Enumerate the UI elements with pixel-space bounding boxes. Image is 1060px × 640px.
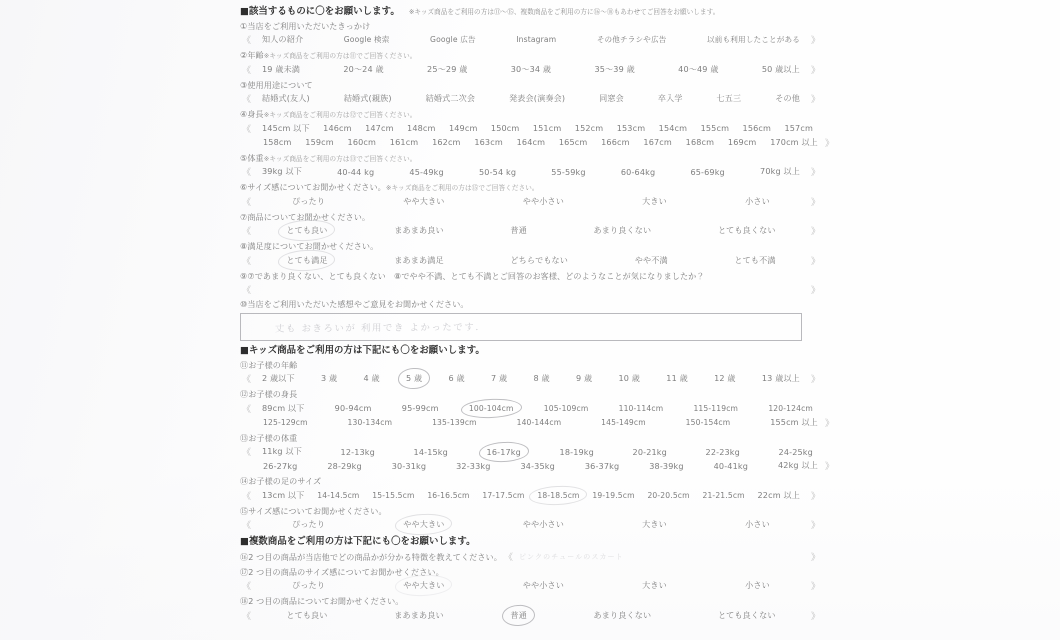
option-row bbox=[240, 401, 822, 415]
option[interactable]: 22-23kg bbox=[705, 446, 740, 457]
question-number: ⑱ bbox=[240, 596, 249, 606]
question-number: ① bbox=[240, 20, 248, 31]
option[interactable]: 34-35kg bbox=[520, 460, 555, 471]
option[interactable]: 14-15kg bbox=[413, 446, 448, 457]
option[interactable]: 167cm bbox=[643, 137, 672, 147]
bracket-close-icon: 》 bbox=[810, 553, 821, 563]
option[interactable]: 10 歳 bbox=[618, 373, 641, 383]
bracket-open-icon: 《 bbox=[241, 521, 251, 531]
question-number: ⑫ bbox=[240, 389, 249, 399]
option[interactable]: あまり良くない bbox=[593, 609, 652, 620]
question-label bbox=[240, 550, 822, 563]
option[interactable]: 120-124cm bbox=[768, 403, 813, 413]
option[interactable]: 39kg 以下 bbox=[262, 166, 302, 176]
question-text: ⑦であまり良くない、とても良くない ⑧でやや不満、とても不満とご回答のお客様、どのようなことが気になりましたか？ bbox=[247, 270, 705, 281]
option[interactable]: 130-134cm bbox=[347, 417, 393, 427]
question-text: サイズ感についてお聞かせください。 bbox=[248, 505, 387, 516]
option[interactable]: 卒入学 bbox=[657, 93, 683, 103]
option[interactable]: 19 歳未満 bbox=[262, 63, 301, 74]
option[interactable]: 55-59kg bbox=[551, 166, 586, 177]
option[interactable]: 40～49 歳 bbox=[678, 63, 719, 74]
option[interactable]: 161cm bbox=[389, 137, 419, 147]
option[interactable]: 20～24 歳 bbox=[343, 63, 384, 74]
option[interactable]: 150-154cm bbox=[685, 417, 731, 427]
question-number: ⑰ bbox=[240, 566, 249, 577]
question-text: 当店をご利用いただいた感想やご意見をお聞かせください。 bbox=[247, 299, 469, 309]
handwritten-answer: ピンクのチュールのスカート bbox=[518, 552, 624, 561]
bracket-open-icon: 《 bbox=[241, 197, 251, 208]
option[interactable]: 小さい bbox=[745, 519, 770, 529]
option[interactable]: 11 歳 bbox=[666, 373, 688, 383]
option-group bbox=[253, 62, 809, 76]
option[interactable]: 35～39 歳 bbox=[594, 63, 635, 74]
option-row bbox=[240, 33, 822, 47]
option[interactable]: 17-17.5cm bbox=[482, 490, 525, 500]
freetext-line-field[interactable] bbox=[240, 283, 822, 296]
option[interactable]: 42kg 以上 bbox=[778, 460, 818, 470]
option[interactable]: 16-16.5cm bbox=[427, 490, 470, 500]
option[interactable]: 32-33kg bbox=[456, 460, 491, 471]
option[interactable]: 3 歳 bbox=[320, 373, 338, 383]
option[interactable]: 8 歳 bbox=[533, 373, 550, 383]
option-row bbox=[240, 459, 836, 473]
section-heading bbox=[240, 533, 822, 547]
question-number: ⑧ bbox=[240, 241, 248, 251]
option[interactable]: とても良い bbox=[286, 609, 328, 620]
question-label bbox=[240, 271, 822, 282]
question-number: ⑨ bbox=[240, 270, 248, 281]
option-row bbox=[240, 92, 822, 106]
option[interactable]: 大きい bbox=[642, 519, 667, 529]
option[interactable]: 156cm bbox=[742, 123, 772, 133]
bracket-close-icon: 》 bbox=[810, 611, 820, 622]
option-row bbox=[240, 415, 836, 429]
option[interactable]: どちらでもない bbox=[510, 254, 569, 265]
option[interactable]: 145cm 以下 bbox=[262, 122, 310, 133]
bracket-open-icon: 《 bbox=[241, 36, 251, 46]
option[interactable]: 159cm bbox=[305, 137, 334, 147]
option[interactable]: 40-41kg bbox=[713, 460, 749, 471]
bracket-close-icon: 》 bbox=[810, 375, 820, 385]
option-row bbox=[240, 518, 822, 532]
option[interactable]: 50 歳以上 bbox=[761, 63, 800, 74]
section-heading-text: ■複数商品をご利用の方は下記にも〇をお願いします。 bbox=[240, 535, 476, 547]
question-label bbox=[240, 182, 822, 193]
option[interactable]: やや小さい bbox=[522, 195, 564, 206]
inline-answer-field[interactable] bbox=[502, 550, 822, 563]
option-group bbox=[253, 165, 809, 179]
option[interactable]: やや小さい bbox=[522, 519, 564, 529]
bracket-close-icon: 》 bbox=[824, 138, 834, 149]
option-row bbox=[240, 253, 822, 267]
option-group bbox=[254, 415, 823, 429]
option[interactable]: 知人の紹介 bbox=[262, 34, 304, 44]
question-text: 年齢 bbox=[247, 50, 264, 60]
question-label bbox=[240, 476, 822, 487]
question-number: ⑮ bbox=[240, 505, 249, 516]
option[interactable]: その他チラシや広告 bbox=[596, 35, 667, 44]
option[interactable]: 11kg 以下 bbox=[262, 446, 302, 456]
option[interactable]: 158cm bbox=[263, 137, 292, 147]
option[interactable]: 155cm bbox=[700, 123, 730, 133]
question-text: 身長 bbox=[247, 109, 264, 119]
option-group bbox=[253, 194, 809, 208]
option[interactable]: 115-119cm bbox=[693, 403, 739, 413]
option[interactable]: 19-19.5cm bbox=[592, 490, 635, 500]
option[interactable]: 160cm bbox=[347, 137, 377, 147]
bracket-open-icon: 《 bbox=[241, 168, 251, 178]
option[interactable]: ぴったり bbox=[292, 195, 326, 206]
question-text: お子様の体重 bbox=[248, 432, 298, 443]
question-number: ④ bbox=[240, 109, 248, 119]
option[interactable]: 12-13kg bbox=[340, 446, 375, 457]
option[interactable]: 45-49kg bbox=[409, 166, 444, 177]
option[interactable]: 36-37kg bbox=[584, 460, 620, 471]
section-heading-text: ■該当するものに〇をお願いします。 bbox=[240, 6, 400, 17]
bracket-close-icon: 》 bbox=[810, 256, 820, 267]
bracket-open-icon: 《 bbox=[241, 285, 251, 296]
option[interactable]: 140-144cm bbox=[516, 417, 562, 427]
question-number: ⑭ bbox=[240, 476, 249, 486]
option-row bbox=[240, 488, 822, 502]
option[interactable]: その他 bbox=[775, 93, 800, 103]
bracket-close-icon: 》 bbox=[824, 418, 834, 429]
option[interactable]: 30～34 歳 bbox=[510, 63, 552, 74]
option[interactable]: 50-54 kg bbox=[478, 166, 517, 177]
option[interactable]: 148cm bbox=[407, 123, 436, 133]
question-label bbox=[240, 21, 822, 32]
question-number: ② bbox=[240, 50, 248, 60]
option[interactable]: 25～29 歳 bbox=[427, 63, 468, 74]
option[interactable]: 発表会(演奏会) bbox=[509, 93, 566, 103]
option[interactable]: 小さい bbox=[745, 580, 770, 590]
option[interactable]: 154cm bbox=[658, 123, 688, 133]
question-text: 使用用途について bbox=[247, 79, 313, 90]
question-label bbox=[240, 299, 822, 310]
section-heading-text: ■キッズ商品をご利用の方は下記にも〇をお願いします。 bbox=[240, 345, 485, 356]
option[interactable]: 30-31kg bbox=[391, 460, 427, 471]
bracket-close-icon: 》 bbox=[810, 65, 820, 76]
option[interactable]: 38-39kg bbox=[649, 460, 684, 471]
option[interactable]: やや不満 bbox=[634, 254, 668, 265]
option[interactable]: Instagram bbox=[516, 35, 557, 44]
option[interactable]: 26-27kg bbox=[263, 460, 298, 471]
option[interactable]: Google 検索 bbox=[343, 35, 390, 44]
option-row bbox=[240, 194, 822, 208]
option[interactable]: 157cm bbox=[784, 123, 813, 133]
option[interactable]: 153cm bbox=[616, 123, 646, 133]
option[interactable]: まあまあ満足 bbox=[394, 254, 444, 265]
option-group bbox=[253, 401, 822, 415]
option[interactable]: 7 歳 bbox=[490, 373, 508, 383]
option[interactable]: 13 歳以上 bbox=[761, 373, 800, 383]
question-text: サイズ感についてお聞かせください。 bbox=[247, 182, 386, 192]
option[interactable]: 14-14.5cm bbox=[317, 490, 360, 500]
option[interactable]: 以前も利用したことがある bbox=[707, 35, 800, 44]
option-group bbox=[253, 33, 809, 47]
bracket-close-icon: 》 bbox=[824, 462, 834, 472]
option[interactable]: とても良くない bbox=[717, 609, 776, 620]
question-subnote: ※キッズ商品をご利用の方は⑬でご回答ください。 bbox=[263, 154, 417, 163]
option-selected[interactable]: とても満足 bbox=[283, 253, 330, 267]
option[interactable]: あまり良くない bbox=[593, 225, 652, 235]
option[interactable]: 149cm bbox=[448, 123, 478, 133]
option-row bbox=[240, 445, 822, 459]
option-selected[interactable]: 100-104cm bbox=[466, 402, 517, 414]
option[interactable]: 65-69kg bbox=[690, 166, 725, 177]
bracket-open-icon: 《 bbox=[241, 448, 251, 458]
bracket-open-icon: 《 bbox=[241, 256, 251, 267]
question-number: ⑩ bbox=[240, 299, 248, 309]
option[interactable]: ぴったり bbox=[292, 580, 326, 590]
option[interactable]: 162cm bbox=[432, 137, 461, 147]
bracket-close-icon: 》 bbox=[810, 168, 820, 178]
option[interactable]: 155cm 以上 bbox=[770, 416, 818, 427]
option-selected[interactable]: やや大きい bbox=[400, 579, 447, 593]
question-text: 2 つ目の商品のサイズ感についてお聞かせください。 bbox=[248, 566, 444, 577]
option-group bbox=[253, 372, 809, 386]
option[interactable]: 結婚式(友人) bbox=[262, 93, 310, 103]
option[interactable]: 同窓会 bbox=[599, 93, 624, 103]
option[interactable]: 166cm bbox=[601, 137, 630, 147]
option[interactable]: 2 歳以下 bbox=[262, 373, 295, 383]
bracket-close-icon: 》 bbox=[810, 582, 820, 592]
option[interactable]: 165cm bbox=[558, 137, 588, 147]
question-label bbox=[240, 389, 822, 400]
option[interactable]: 147cm bbox=[365, 123, 394, 133]
question-number: ⑪ bbox=[240, 359, 249, 370]
option[interactable]: 164cm bbox=[516, 137, 546, 147]
option-selected[interactable]: 18-18.5cm bbox=[534, 489, 582, 501]
question-text: 体重 bbox=[247, 152, 264, 163]
bracket-open-icon: 《 bbox=[241, 227, 251, 237]
option[interactable]: 24-25kg bbox=[778, 446, 813, 457]
option[interactable]: とても良くない bbox=[717, 225, 776, 235]
question-label bbox=[240, 506, 822, 517]
question-label bbox=[240, 596, 822, 607]
bracket-open-icon: 《 bbox=[241, 375, 251, 385]
question-label bbox=[240, 109, 822, 120]
option[interactable]: 105-109cm bbox=[543, 403, 589, 413]
option[interactable]: やや大きい bbox=[403, 195, 445, 206]
question-text: 2 つ目の商品が当店他でどの商品かが分かる特徴を教えてください。 bbox=[248, 552, 502, 562]
option[interactable]: 20-20.5cm bbox=[647, 490, 690, 500]
question-label bbox=[240, 433, 822, 444]
option[interactable]: 40-44 kg bbox=[337, 166, 375, 177]
handwritten-comment: 丈も おきろいが 利用でき よかったです. bbox=[274, 321, 480, 335]
question-label bbox=[240, 360, 822, 371]
option[interactable]: 150cm bbox=[490, 123, 520, 133]
question-text: お子様の身長 bbox=[248, 389, 298, 399]
section-note: ※キッズ商品をご利用の方は⑪～⑮、複数商品をご利用の方に⑯～⑱もあわせてご回答をお願いします。 bbox=[408, 8, 720, 16]
question-number: ⑦ bbox=[240, 211, 248, 222]
option-row bbox=[240, 224, 822, 238]
option[interactable]: 146cm bbox=[323, 123, 352, 133]
option-group bbox=[253, 608, 809, 622]
question-subnote: ※キッズ商品をご利用の方は⑪でご回答ください。 bbox=[263, 52, 417, 60]
bracket-close-icon: 》 bbox=[810, 285, 820, 296]
bracket-close-icon: 》 bbox=[810, 227, 820, 237]
option[interactable]: 90-94cm bbox=[334, 403, 372, 413]
option[interactable]: 18-19kg bbox=[559, 446, 594, 457]
option[interactable]: 163cm bbox=[474, 137, 503, 147]
option[interactable]: 70kg 以上 bbox=[760, 166, 800, 176]
option-group bbox=[254, 135, 823, 149]
option[interactable]: 9 歳 bbox=[575, 373, 593, 383]
question-text: 満足度についてお聞かせください。 bbox=[247, 241, 379, 251]
option-selected[interactable]: やや大きい bbox=[400, 518, 447, 532]
option[interactable]: 110-114cm bbox=[618, 403, 664, 413]
bracket-close-icon: 》 bbox=[810, 95, 820, 105]
option[interactable]: 13cm 以下 bbox=[262, 489, 305, 500]
bracket-open-icon: 《 bbox=[241, 582, 251, 592]
bracket-close-icon: 》 bbox=[810, 36, 820, 46]
option-group bbox=[253, 445, 822, 459]
option-group bbox=[253, 579, 809, 593]
question-text: お子様の足のサイズ bbox=[248, 476, 322, 486]
option[interactable]: 170cm 以上 bbox=[770, 136, 818, 147]
question-label bbox=[240, 212, 822, 223]
option[interactable]: まあまあ良い bbox=[394, 609, 444, 620]
question-text: 商品についてお聞かせください。 bbox=[247, 211, 371, 222]
option[interactable]: 21-21.5cm bbox=[702, 490, 745, 500]
question-number: ③ bbox=[240, 79, 248, 90]
question-number: ⑥ bbox=[240, 182, 248, 192]
bracket-close-icon: 》 bbox=[810, 197, 820, 208]
option-group bbox=[253, 253, 809, 267]
bracket-close-icon: 》 bbox=[810, 521, 820, 531]
option[interactable]: とても不満 bbox=[734, 254, 776, 265]
option-selected[interactable]: 5 歳 bbox=[403, 372, 425, 386]
option-group bbox=[253, 518, 809, 532]
bracket-open-icon: 《 bbox=[241, 491, 251, 502]
bracket-close-icon: 》 bbox=[810, 491, 820, 502]
option[interactable]: ぴったり bbox=[292, 519, 326, 529]
question-subnote: ※キッズ商品をご利用の方は⑫でご回答ください。 bbox=[263, 111, 417, 119]
option[interactable]: 28-29kg bbox=[327, 460, 362, 471]
option[interactable]: 22cm 以上 bbox=[757, 489, 800, 500]
option-selected[interactable]: とても良い bbox=[283, 224, 330, 238]
comment-box[interactable] bbox=[240, 313, 802, 341]
option-selected[interactable]: 16-17kg bbox=[484, 445, 524, 458]
bracket-open-icon: 《 bbox=[241, 95, 251, 105]
bracket-open-icon: 《 bbox=[241, 404, 251, 415]
question-subnote: ※キッズ商品をご利用の方は⑮でご回答ください。 bbox=[385, 184, 539, 192]
question-number: ⑤ bbox=[240, 152, 248, 163]
option[interactable]: 七五三 bbox=[716, 93, 742, 103]
option[interactable]: 小さい bbox=[745, 195, 770, 206]
option-group bbox=[254, 459, 823, 473]
bracket-open-icon: 《 bbox=[241, 611, 251, 622]
option-row bbox=[240, 372, 822, 386]
option-row bbox=[240, 121, 822, 135]
bracket-open-icon: 《 bbox=[503, 553, 513, 563]
option[interactable]: 169cm bbox=[727, 137, 757, 147]
option[interactable]: 95-99cm bbox=[401, 403, 439, 413]
question-label bbox=[240, 153, 822, 164]
option[interactable]: 135-139cm bbox=[432, 417, 477, 427]
option-row bbox=[240, 165, 822, 179]
question-text: 当店をご利用いただいたきっかけ bbox=[247, 20, 371, 31]
question-label bbox=[240, 80, 822, 91]
section-heading bbox=[240, 342, 822, 356]
option[interactable]: 15-15.5cm bbox=[372, 490, 415, 500]
option[interactable]: 大きい bbox=[642, 195, 667, 206]
question-label bbox=[240, 567, 822, 578]
option[interactable]: 60-64kg bbox=[620, 166, 656, 177]
option[interactable]: 151cm bbox=[532, 123, 562, 133]
option-row bbox=[240, 608, 822, 622]
question-number: ⑯ bbox=[240, 552, 249, 562]
question-number: ⑬ bbox=[240, 432, 249, 443]
option-group bbox=[253, 488, 809, 502]
bracket-open-icon: 《 bbox=[241, 65, 251, 76]
option[interactable]: 20-21kg bbox=[632, 446, 667, 457]
option[interactable]: やや小さい bbox=[522, 580, 564, 590]
option[interactable]: 大きい bbox=[642, 580, 667, 590]
option-group bbox=[253, 92, 809, 106]
option[interactable]: 12 歳 bbox=[714, 373, 736, 383]
option[interactable]: 普通 bbox=[510, 225, 527, 235]
option-row bbox=[240, 135, 836, 149]
option-selected[interactable]: 普通 bbox=[507, 608, 530, 622]
comment-box-wrap bbox=[240, 313, 822, 341]
option-row bbox=[240, 579, 822, 593]
option[interactable]: 4 歳 bbox=[363, 373, 380, 383]
option[interactable]: 結婚式(親族) bbox=[343, 93, 392, 103]
survey-sheet bbox=[240, 2, 834, 638]
question-label bbox=[240, 241, 822, 252]
option[interactable]: 152cm bbox=[574, 123, 604, 133]
option-group bbox=[253, 121, 822, 135]
option-group bbox=[253, 224, 809, 238]
question-text: 2 つ目の商品についてお聞かせください。 bbox=[248, 596, 404, 606]
option[interactable]: Google 広告 bbox=[430, 35, 476, 44]
option[interactable]: 89cm 以下 bbox=[262, 402, 305, 413]
option[interactable]: 125-129cm bbox=[263, 417, 308, 427]
option[interactable]: 168cm bbox=[685, 137, 715, 147]
option-row bbox=[240, 62, 822, 76]
question-label bbox=[240, 50, 822, 61]
option[interactable]: 6 歳 bbox=[448, 373, 465, 383]
option[interactable]: まあまあ良い bbox=[394, 225, 444, 235]
option[interactable]: 結婚式二次会 bbox=[425, 93, 476, 103]
question-text: お子様の年齢 bbox=[248, 359, 298, 370]
section-heading bbox=[240, 3, 822, 17]
bracket-open-icon: 《 bbox=[241, 124, 251, 135]
option[interactable]: 145-149cm bbox=[601, 417, 646, 427]
